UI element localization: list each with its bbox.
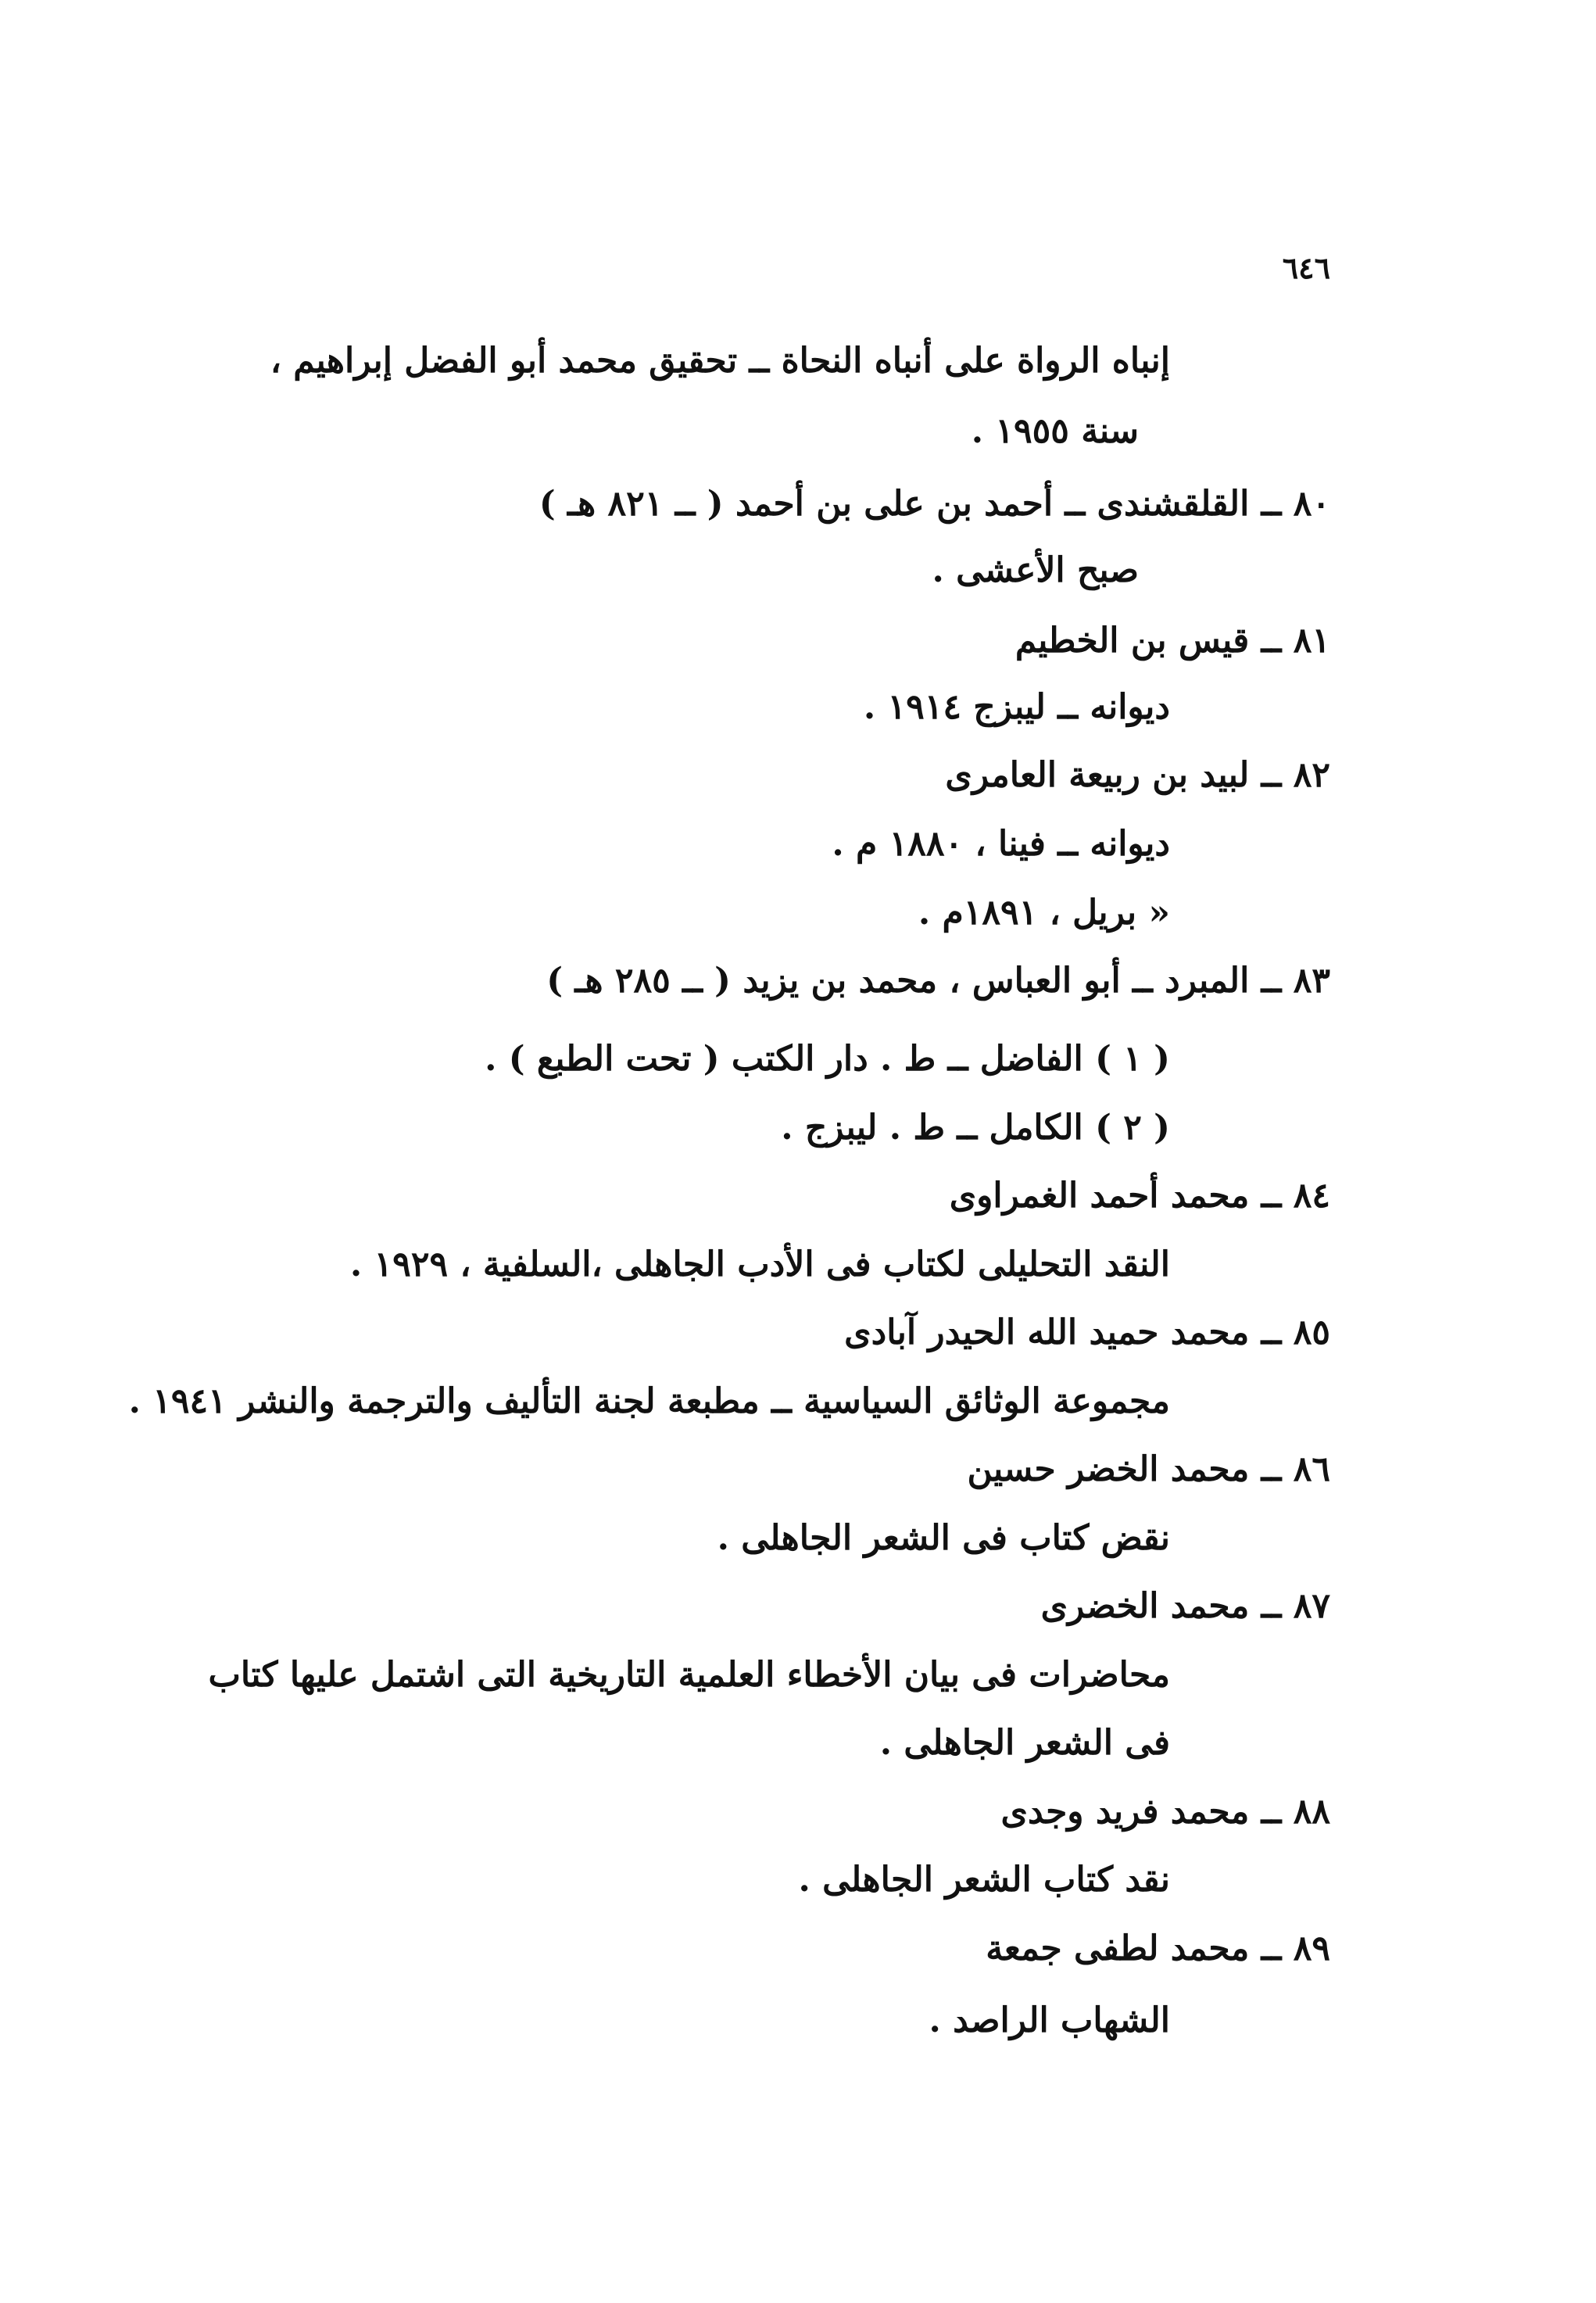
entry-heading: ٨١ ــ قيس بن الخطيم bbox=[1014, 621, 1330, 661]
text-line: نقد كتاب الشعر الجاهلى . bbox=[798, 1860, 1170, 1900]
text-line: « بريل ، ١٨٩١م . bbox=[918, 893, 1170, 933]
entry-heading: ٨٣ ــ المبرد ــ أبو العباس ، محمد بن يزيد ( ــ ٢٨٥ هـ ) bbox=[546, 961, 1330, 1001]
text-line: نقض كتاب فى الشعر الجاهلى . bbox=[717, 1518, 1170, 1558]
text-line: سنة ١٩٥٥ . bbox=[971, 411, 1139, 451]
entry-heading: ٨٨ ــ محمد فريد وجدى bbox=[1000, 1792, 1330, 1832]
entry-heading: ٨٠ ــ القلقشندى ــ أحمد بن على بن أحمد ( ــ ٨٢١ هـ ) bbox=[539, 484, 1330, 524]
page-number: ٦٤٦ bbox=[1282, 250, 1330, 285]
entry-heading: ٨٦ ــ محمد الخضر حسين bbox=[967, 1449, 1330, 1489]
entry-heading: ٨٤ ــ محمد أحمد الغمراوى bbox=[949, 1176, 1330, 1216]
text-line: ديوانه ــ ليبزج ١٩١٤ . bbox=[863, 687, 1170, 727]
text-line: ديوانه ــ فينا ، ١٨٨٠ م . bbox=[832, 824, 1170, 864]
text-line: محاضرات فى بيان الأخطاء العلمية التاريخية التى اشتمل عليها كتاب bbox=[208, 1655, 1170, 1695]
text-line: النقد التحليلى لكتاب فى الأدب الجاهلى ،السلفية ، ١٩٢٩ . bbox=[349, 1245, 1170, 1284]
text-line: مجموعة الوثائق السياسية ــ مطبعة لجنة التأليف والترجمة والنشر ١٩٤١ . bbox=[128, 1381, 1170, 1421]
text-line: ( ٢ ) الكامل ــ ط . ليبزج . bbox=[781, 1108, 1170, 1148]
entry-heading: ٨٩ ــ محمد لطفى جمعة bbox=[986, 1929, 1330, 1968]
text-line: إنباه الرواة على أنباه النحاة ــ تحقيق محمد أبو الفضل إبراهيم ، bbox=[270, 341, 1170, 381]
text-line: ( ١ ) الفاضل ــ ط . دار الكتب ( تحت الطبع ) . bbox=[485, 1039, 1170, 1079]
entry-heading: ٨٢ ــ لبيد بن ربيعة العامرى bbox=[945, 755, 1330, 795]
text-line: الشهاب الراصد . bbox=[929, 2000, 1170, 2040]
entry-heading: ٨٧ ــ محمد الخضرى bbox=[1040, 1586, 1330, 1626]
text-line: فى الشعر الجاهلى . bbox=[879, 1723, 1170, 1763]
entry-heading: ٨٥ ــ محمد حميد الله الحيدر آبادى bbox=[844, 1313, 1330, 1352]
text-line: صبح الأعشى . bbox=[932, 550, 1139, 590]
